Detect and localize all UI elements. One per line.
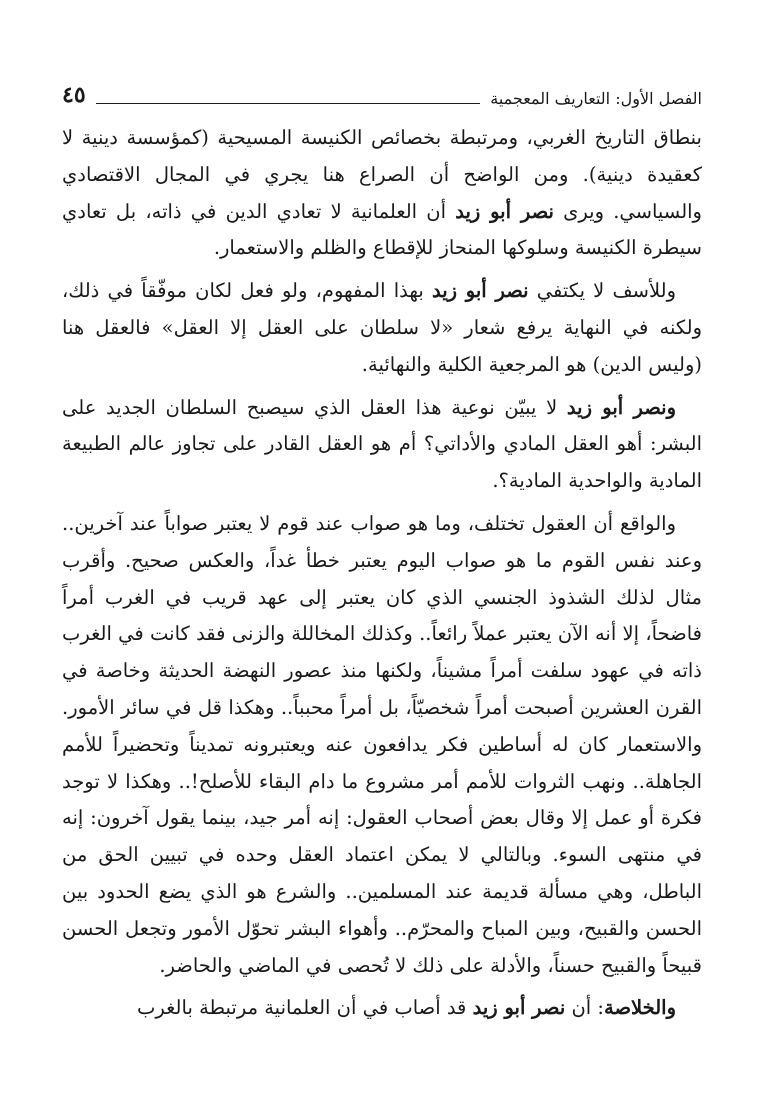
- paragraph-1: [62, 120, 702, 267]
- page-body: [62, 120, 702, 1033]
- paragraph-5-text: : أن: [565, 996, 604, 1020]
- paragraph-1-text: بنطاق التاريخ الغربي، ومرتبطة بخصائص الكنيسة المسيحية (كمؤسسة دينية لا كعقيدة دينية). ومن الواضح أن الصراع هنا يجري في المجال الاقتصادي والسياسي. ويرى: [62, 126, 702, 223]
- paragraph-5: [62, 990, 702, 1027]
- paragraph-4: [62, 506, 702, 984]
- page-number: ٤٥: [62, 82, 86, 108]
- page-header: [62, 70, 702, 110]
- author-name: نصر أبو زيد: [566, 395, 667, 419]
- header-rule: [96, 103, 481, 104]
- paragraph-2-text: وللأسف لا يكتفي: [528, 279, 676, 303]
- author-name: نصر أبو زيد: [455, 199, 554, 223]
- author-name: نصر أبو زيد: [472, 996, 566, 1020]
- author-name: نصر أبو زيد: [431, 279, 529, 303]
- paragraph-2-text-2: بهذا المفهوم، ولو فعل لكان موفّقاً في ذلك، ولكنه في النهاية يرفع شعار «لا سلطان على العقل إلا العقل» فالعقل هنا (وليس الدين) هو المرجعية الكلية والنهائية.: [62, 279, 702, 376]
- paragraph-3-text-2: لا يبيّن نوعية هذا العقل الذي سيصبح السلطان الجديد على البشر: أهو العقل المادي والأداتي؟ أم هو العقل القادر على تجاوز عالم الطبيعة المادية والواحدية المادية؟.: [62, 395, 702, 493]
- running-title: الفصل الأول: التعاريف المعجمية: [490, 89, 702, 108]
- paragraph-5-text-2: قد أصاب في أن العلمانية مرتبطة بالغرب: [137, 996, 473, 1020]
- paragraph-4-text: والواقع أن العقول تختلف، وما هو صواب عند قوم لا يعتبر صواباً عند آخرين.. وعند نفس القوم ما هو صواب اليوم يعتبر خطأ غداً، والعكس صحيح. وأقرب مثال لذلك الشذوذ الجنسي الذي كان يعتبر إلى عهد قريب في الغرب أمراً فاضحاً، إلا أنه الآن يعتبر عملاً رائعاً.. وكذلك المخاللة والزنى فقد كانت في الغرب ذاته في عهود سلفت أمراً مشيناً، ولكنها منذ عصور النهضة الحديثة وخاصة في القرن العشرين أصبحت أمراً شخصيّاً، بل أمراً محبباً.. وهكذا قل في سائر الأمور. والاستعمار كان له أساطين فكر يدافعون عنه ويعتبرونه تمديناً وتحضيراً للأمم الجاهلة.. ونهب الثروات للأمم أمر مشروع ما دام البقاء للأصلح!.. وهكذا لا توجد فكرة أو عمل إلا وقال بعض أصحاب العقول: إنه أمر جيد، بينما يقول آخرون: إنه في منتهى السوء. وبالتالي لا يمكن اعتماد العقل وحده في تبيين الحق من الباطل، وهي مسألة قديمة عند المسلمين.. والشرع هو الذي يضع الحدود بين الحسن والقبيح، وبين المباح والمحرّم.. وأهواء البشر تحوّل الأمور وتجعل الحسن قبيحاً والقبيح حسناً، والأدلة على ذلك لا تُحصى في الماضي والحاضر.: [62, 511, 702, 977]
- paragraph-3-prefix: و: [666, 395, 676, 419]
- paragraph-1-text-2: أن العلمانية لا تعادي الدين في ذاته، بل تعادي سيطرة الكنيسة وسلوكها المنحاز للإقطاع والظلم والاستعمار.: [62, 199, 702, 260]
- paragraph-2: [62, 273, 702, 383]
- paragraph-3: [62, 390, 702, 500]
- conclusion-label: والخلاصة: [603, 996, 676, 1020]
